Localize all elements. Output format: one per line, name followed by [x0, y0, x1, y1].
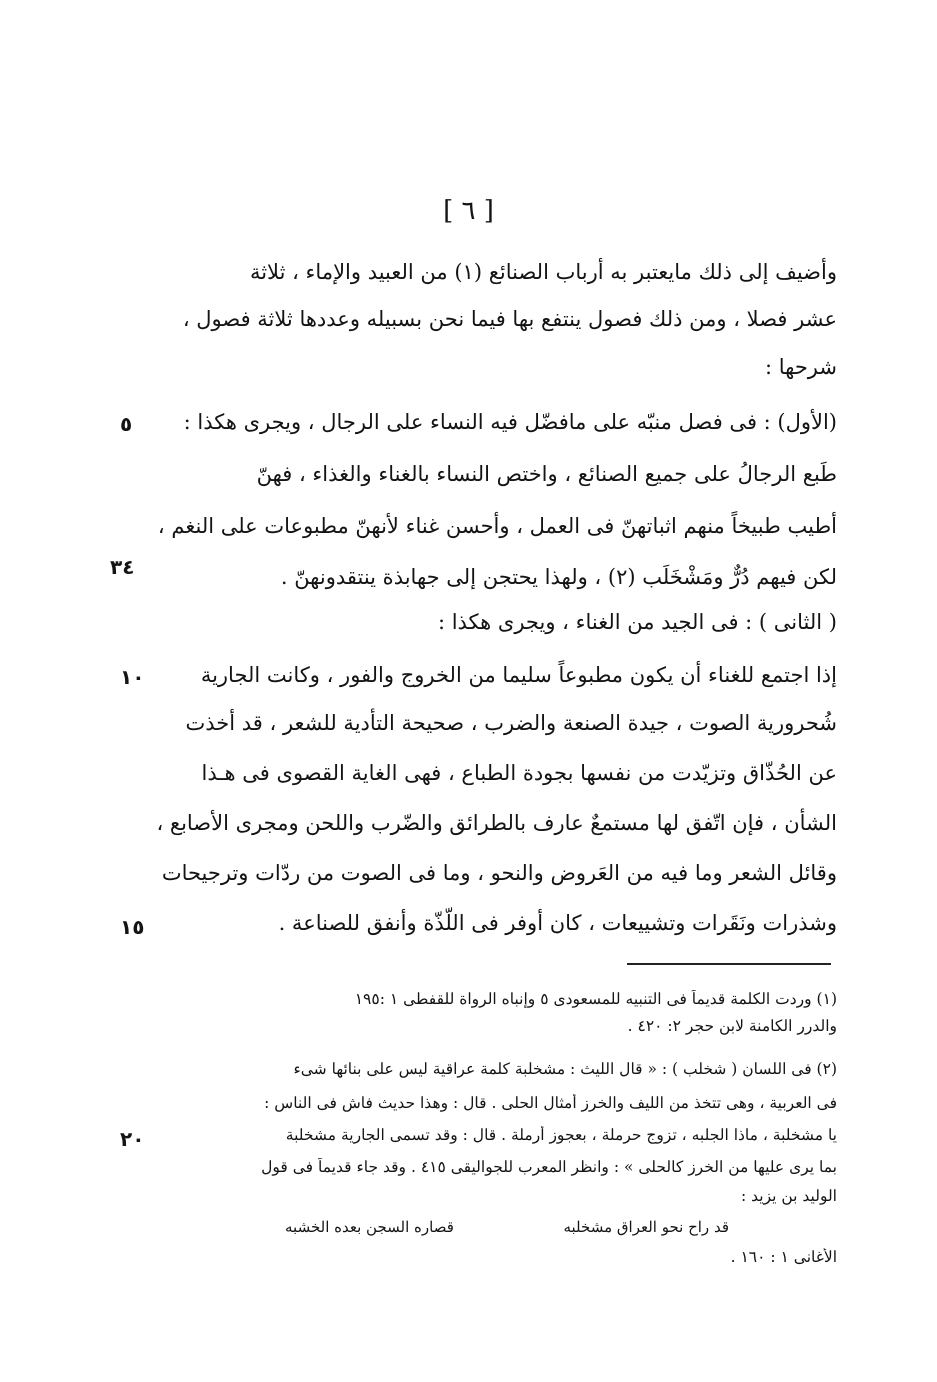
text-line: عن الحُذّاق وتزيّدت من نفسها بجودة الطباع ، فهى الغاية القصوى فى هـذا: [201, 761, 837, 785]
main-text: [137, 252, 837, 952]
footnote-line: (٢) فى اللسان ( شخلب ) : « قال الليث : مشخلبة كلمة عراقية ليس على بنائها شىء: [293, 1060, 837, 1078]
footnote-separator: [627, 963, 831, 965]
verse-right-hemistich: قد راح نحو العراق مشخلبه: [563, 1218, 729, 1236]
text-line: الشأن ، فإن اتّفق لها مستمعٌ عارف بالطرائق والضّرب واللحن ومجرى الأصابع ،: [156, 811, 837, 835]
text-line: وأضيف إلى ذلك مايعتبر به أرباب الصنائع (١) من العبيد والإماء ، ثلاثة: [249, 260, 837, 284]
footnote-line: فى العربية ، وهى تتخذ من الليف والخرز أمثال الحلى . قال : وهذا حديث فاش فى الناس :: [264, 1094, 837, 1112]
text-line: (الأول) : فى فصل منبّه على مافضّل فيه النساء على الرجال ، ويجرى هكذا :: [183, 410, 837, 434]
text-line: عشر فصلا ، ومن ذلك فصول ينتفع بها فيما نحن بسبيله وعددها ثلاثة فصول ،: [182, 307, 837, 331]
verse-source: الأغانى ١ : ١٦٠ .: [730, 1248, 837, 1266]
text-line: طَبع الرجالُ على جميع الصنائع ، واختص النساء بالغناء والغذاء ، فهنّ: [256, 462, 837, 486]
line-number-34: ٣٤: [110, 555, 135, 579]
line-number-5: ٥: [120, 412, 133, 436]
footnote-line: الوليد بن يزيد :: [740, 1187, 837, 1205]
verse-left-hemistich: قصاره السجن بعده الخشبه: [285, 1218, 454, 1236]
footnote-line: (١) وردت الكلمة قديماً فى التنبيه للمسعودى ٥ وإنباه الرواة للقفطى ١ :١٩٥: [354, 990, 837, 1008]
footnote-line: بما يرى عليها من الخرز كالحلى » : وانظر المعرب للجواليقى ٤١٥ . وقد جاء قديماً فى قول: [261, 1158, 837, 1176]
text-line: شرحها :: [765, 355, 837, 379]
text-line: وقائل الشعر وما فيه من العَروض والنحو ، وما فى الصوت من ردّات وترجيحات: [161, 861, 837, 885]
footnote-line: يا مشخلبة ، ماذا الجلبه ، تزوج حرملة ، بعجوز أرملة . قال : وقد تسمى الجارية مشخلبة: [285, 1126, 837, 1144]
page-number: [ ٦ ]: [443, 196, 494, 226]
text-line: لكن فيهم دُرٌّ ومَشْخَلَب (٢) ، ولهذا يحتجن إلى جهابذة ينتقدونهنّ .: [280, 565, 837, 589]
footnote-line: والدرر الكامنة لابن حجر ٢: ٤٢٠ .: [627, 1017, 837, 1035]
text-line: ( الثانى ) : فى الجيد من الغناء ، ويجرى هكذا :: [437, 610, 837, 634]
line-number-20: ٢٠: [120, 1127, 145, 1151]
text-line: إذا اجتمع للغناء أن يكون مطبوعاً سليما من الخروج والفور ، وكانت الجارية: [200, 663, 837, 687]
text-line: أطيب طبيخاً منهم اثباتهنّ فى العمل ، وأحسن غناء لأنهنّ مطبوعات على النغم ،: [157, 514, 837, 538]
text-line: شُحرورية الصوت ، جيدة الصنعة والضرب ، صحيحة التأدية للشعر ، قد أخذت: [185, 711, 837, 735]
text-line: وشذرات ونَقَرات وتشييعات ، كان أوفر فى اللّذّة وأنفق للصناعة .: [278, 911, 837, 935]
line-number-10: ١٠: [120, 665, 145, 689]
line-number-15: ١٥: [120, 915, 145, 939]
